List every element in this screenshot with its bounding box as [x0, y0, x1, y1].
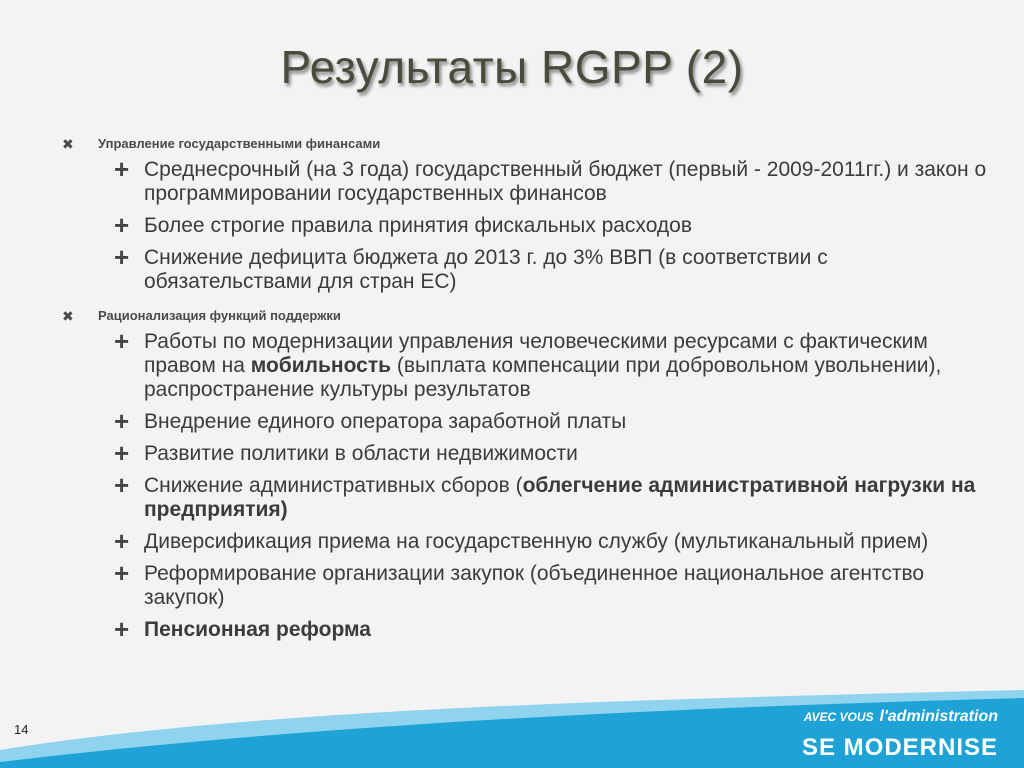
list-item: [114, 526, 992, 556]
plus-bullet-icon: +: [114, 406, 130, 436]
plus-bullet-icon: +: [114, 558, 130, 588]
plus-bullet-icon: +: [114, 326, 130, 356]
list-item: [114, 558, 992, 610]
emphasis-text: Пенсионная реформа: [144, 618, 371, 641]
list-item-text: [144, 562, 992, 610]
list-item: [114, 210, 992, 240]
list-item-text: [144, 410, 992, 434]
slide-content: [62, 136, 992, 650]
list-item: [114, 242, 992, 294]
list-item-text: [144, 618, 992, 642]
slide-title: Результаты RGPP (2): [280, 41, 744, 93]
emphasis-text: мобильность: [250, 354, 392, 377]
list-item: [114, 438, 992, 468]
item-text-part: Более строгие правила принятия фискальных расходов: [144, 214, 692, 237]
plus-bullet-icon: +: [114, 526, 130, 556]
item-text-part: Среднесрочный (на 3 года) государственный бюджет (первый - 2009-2011гг.) и закон о программировании государственных финансов: [144, 158, 987, 205]
list-item-text: [144, 214, 992, 238]
list-item: [114, 326, 992, 402]
list-item-text: [144, 246, 992, 294]
section-heading-label: Управление государственными финансами: [98, 136, 381, 151]
list-item: [114, 470, 992, 522]
item-text-part: Внедрение единого оператора заработной платы: [144, 410, 627, 433]
emphasis-text: облегчение административной нагрузки на предприятия): [144, 474, 976, 521]
logo-tagline-text: l'administration: [879, 708, 998, 725]
list-item: [114, 154, 992, 206]
list-item-text: [144, 442, 992, 466]
item-text-part: Снижение дефицита бюджета до 2013 г. до 3% ВВП (в соответствии с обязательствами для стран ЕС): [144, 246, 828, 293]
item-text-part: Диверсификация приема на государственную службу (мультиканальный прием): [144, 530, 929, 553]
plus-bullet-icon: +: [114, 614, 130, 644]
x-bullet-icon: ✖: [62, 136, 74, 152]
item-text-part: Снижение административных сборов (: [144, 474, 523, 497]
list-item-text: [144, 330, 992, 402]
section-heading-label: Рационализация функций поддержки: [98, 308, 341, 323]
item-text-part: Реформирование организации закупок (объединенное национальное агентство закупок): [144, 562, 925, 609]
plus-bullet-icon: +: [114, 470, 130, 500]
list-item-text: [144, 158, 992, 206]
logo-tagline-small: AVEC VOUS: [803, 710, 874, 724]
list-item-text: [144, 530, 992, 554]
page-number: 14: [14, 722, 29, 737]
plus-bullet-icon: +: [114, 438, 130, 468]
section-heading: [62, 308, 992, 324]
item-text-part: (выплата компенсации при добровольном увольнении), распространение культуры результатов: [144, 354, 942, 401]
x-bullet-icon: ✖: [62, 308, 74, 324]
item-text-part: Развитие политики в области недвижимости: [144, 442, 578, 465]
list-item: [114, 614, 992, 644]
list-item-text: [144, 474, 992, 522]
item-text-part: Работы по модернизации управления человеческими ресурсами с фактическим правом на: [144, 330, 928, 377]
section-heading: [62, 136, 992, 152]
plus-bullet-icon: +: [114, 154, 130, 184]
plus-bullet-icon: +: [114, 210, 130, 240]
logo-tagline: [804, 708, 998, 726]
plus-bullet-icon: +: [114, 242, 130, 272]
list-item: [114, 406, 992, 436]
logo-main: SE MODERNISE: [801, 734, 998, 761]
